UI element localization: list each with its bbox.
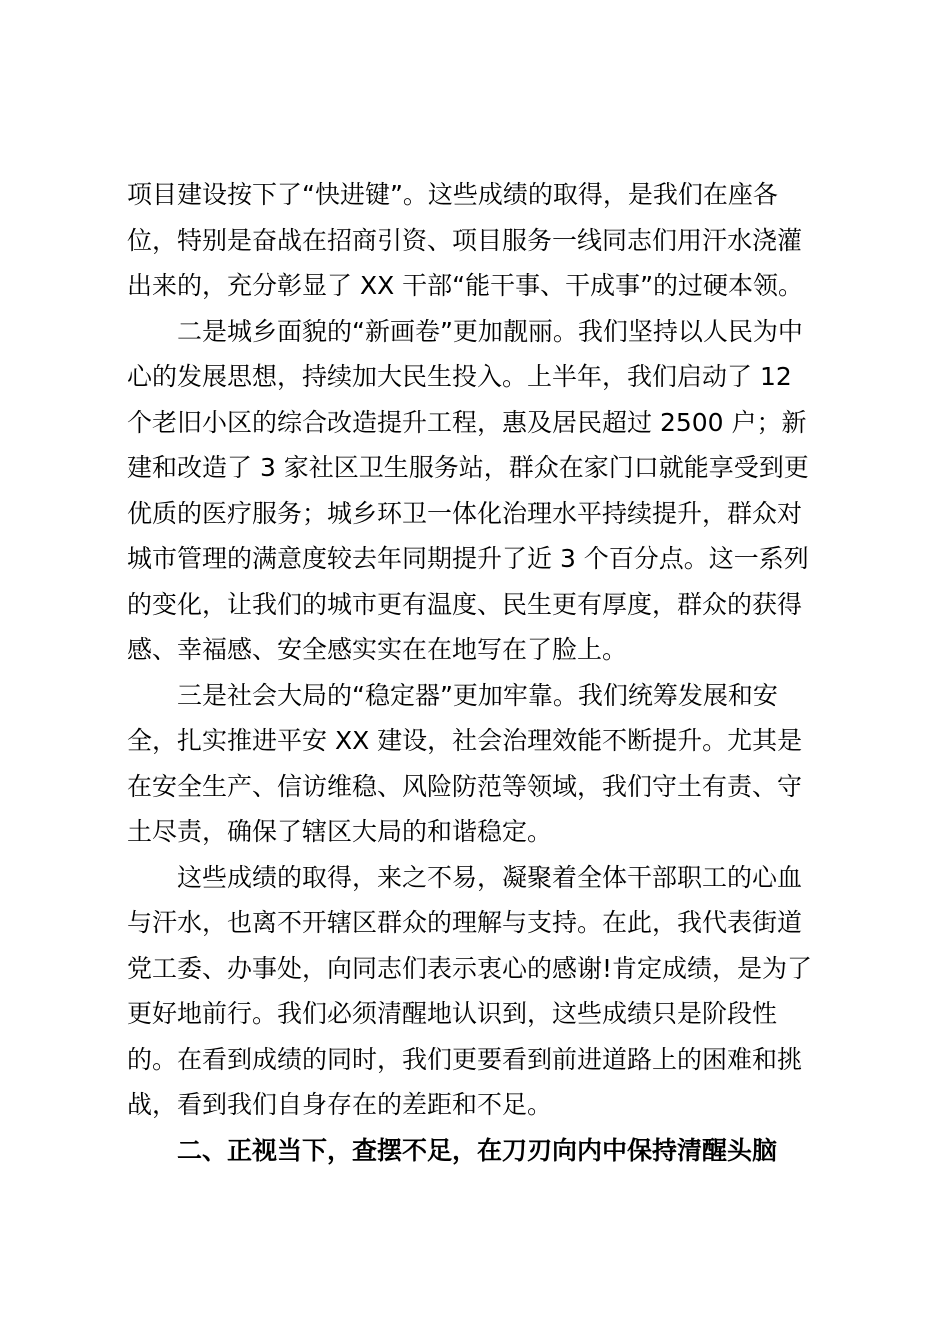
text-line: 感、幸福感、安全感实实在在地写在了脸上。: [127, 635, 628, 664]
text-line: 二是城乡面貌的“新画卷”更加靓丽。我们坚持以人民为中: [177, 316, 803, 346]
text-line: 的。在看到成绩的同时，我们更要看到前进道路上的困难和挑: [127, 1044, 803, 1074]
text-line: 与汗水，也离不开辖区群众的理解与支持。在此，我代表街道: [127, 908, 803, 937]
text-line: 在安全生产、信访维稳、风险防范等领域，我们守土有责、守: [127, 771, 803, 801]
text-line: 出来的，充分彰显了 XX 干部“能干事、干成事”的过硬本领。: [127, 271, 804, 300]
text-line: 心的发展思想，持续加大民生投入。上半年，我们启动了 12: [127, 362, 792, 391]
paragraph-urban-rural-appearance: [127, 309, 827, 673]
text-line: 城市管理的满意度较去年同期提升了近 3 个百分点。这一系列: [127, 544, 809, 573]
text-line: 全，扎实推进平安 XX 建设，社会治理效能不断提升。尤其是: [127, 726, 803, 755]
text-line: 个老旧小区的综合改造提升工程，惠及居民超过 2500 户；新: [127, 407, 807, 437]
text-line: 项目建设按下了“快进键”。这些成绩的取得，是我们在座各: [127, 180, 778, 209]
paragraph-social-stability: [127, 673, 827, 855]
text-line: 优质的医疗服务；城乡环卫一体化治理水平持续提升，群众对: [127, 498, 803, 528]
text-line: 建和改造了 3 家社区卫生服务站，群众在家门口就能享受到更: [127, 453, 809, 482]
text-line: 党工委、办事处，向同志们表示衷心的感谢!肯定成绩，是为了: [127, 953, 813, 983]
text-line: 位，特别是奋战在招商引资、项目服务一线同志们用汗水浇灌: [127, 225, 803, 255]
section-heading: 二、正视当下，查摆不足，在刀刃向内中保持清醒头脑: [177, 1135, 778, 1165]
paragraph-project-construction: [127, 172, 827, 309]
paragraph-achievements-summary: [127, 855, 827, 1128]
document-body: [127, 172, 827, 1173]
text-line: 土尽责，确保了辖区大局的和谐稳定。: [127, 817, 553, 846]
text-line: 更好地前行。我们必须清醒地认识到，这些成绩只是阶段性: [127, 999, 778, 1028]
text-line: 这些成绩的取得，来之不易，凝聚着全体干部职工的心血: [177, 862, 803, 892]
text-line: 的变化，让我们的城市更有温度、民生更有厚度，群众的获得: [127, 589, 803, 619]
text-line: 三是社会大局的“稳定器”更加牢靠。我们统筹发展和安: [177, 680, 778, 710]
text-line: 战，看到我们自身存在的差距和不足。: [127, 1090, 553, 1119]
